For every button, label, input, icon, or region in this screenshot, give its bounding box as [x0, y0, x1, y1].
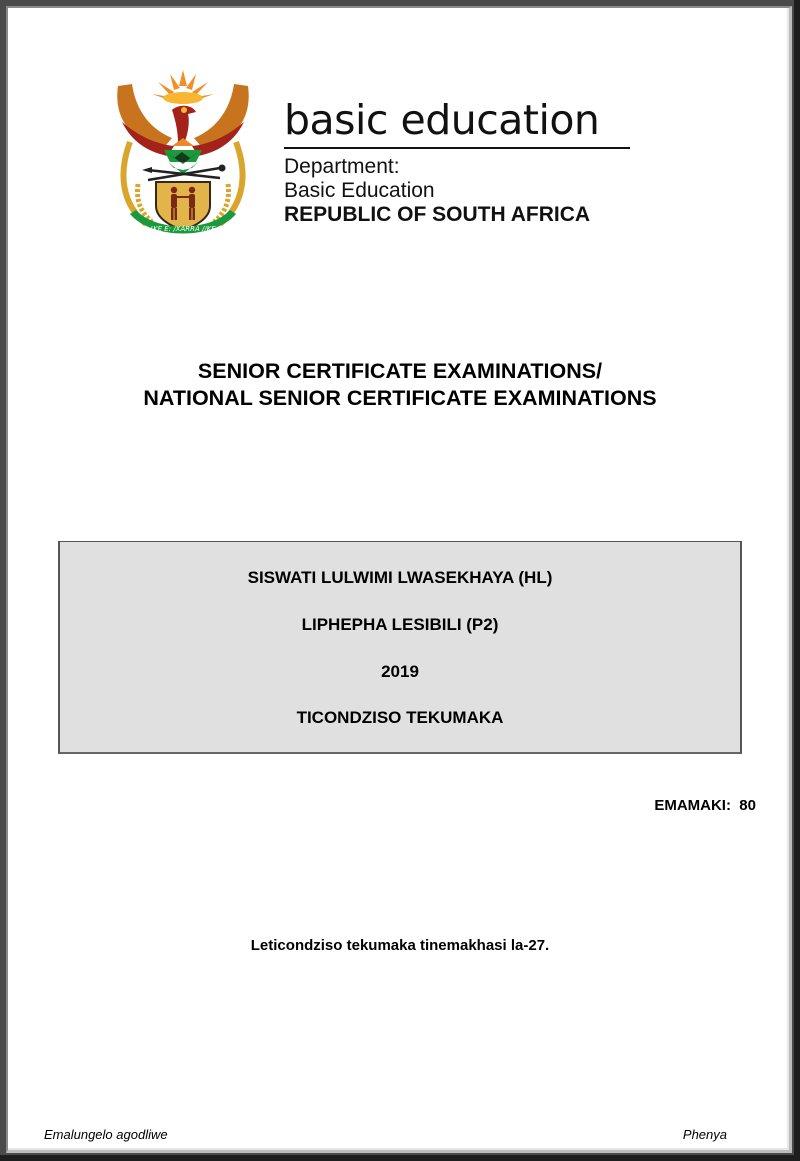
exam-year: 2019 [381, 662, 419, 681]
page-count-note: Leticondziso tekumaka tinemakhasi la-27. [250, 937, 550, 954]
department-name: Basic Education [284, 179, 435, 202]
copyright-notice: Emalungelo agodliwe [44, 1127, 168, 1142]
turn-over-note: Phenya [682, 1127, 727, 1142]
document-type: TICONDZISO TEKUMAKA [296, 708, 504, 727]
crest-motto: !KE E: /XARRA //KE [150, 225, 216, 233]
exam-heading-line1: SENIOR CERTIFICATE EXAMINATIONS/ [197, 359, 603, 383]
exam-heading [0, 358, 800, 412]
subject-info-box [58, 541, 742, 754]
coat-of-arms-icon [112, 64, 254, 240]
total-marks: EMAMAKI: 80 [654, 797, 756, 814]
brand-divider [284, 147, 630, 149]
subject-title: SISWATI LULWIMI LWASEKHAYA (HL) [247, 568, 553, 587]
brand-title: basic education [284, 96, 600, 144]
frame-shadow-right [794, 0, 800, 1161]
paper-number: LIPHEPHA LESIBILI (P2) [301, 615, 499, 634]
country-name: REPUBLIC OF SOUTH AFRICA [284, 203, 591, 226]
department-brand [284, 96, 630, 227]
exam-heading-line2: NATIONAL SENIOR CERTIFICATE EXAMINATIONS [143, 386, 657, 410]
department-label: Department: [284, 155, 400, 178]
frame-shadow-bottom [0, 1155, 800, 1161]
